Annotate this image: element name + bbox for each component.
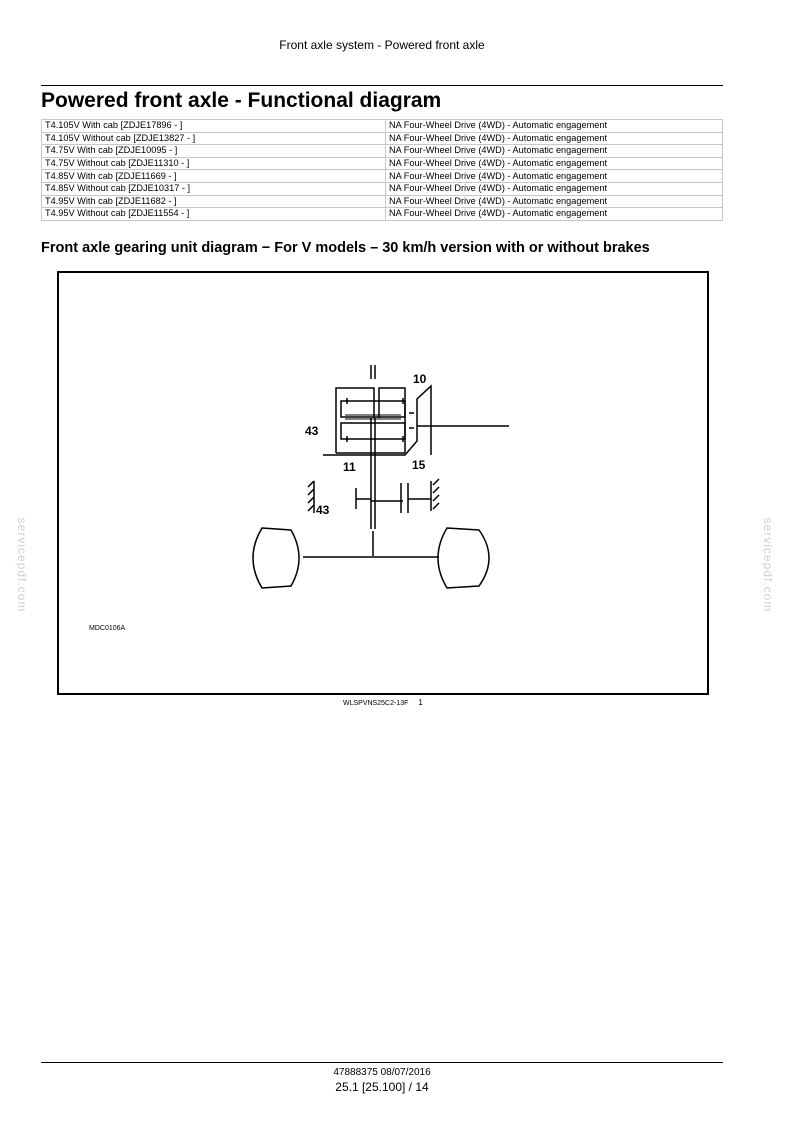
caption-code: WLSPVNS25C2-13F: [343, 700, 409, 707]
model-cell: T4.75V Without cab [ZDJE11310 - ]: [42, 157, 386, 170]
configuration-cell: NA Four-Wheel Drive (4WD) - Automatic engagement: [386, 170, 723, 183]
configuration-cell: NA Four-Wheel Drive (4WD) - Automatic engagement: [386, 208, 723, 221]
configuration-cell: NA Four-Wheel Drive (4WD) - Automatic engagement: [386, 182, 723, 195]
section-title: Front axle gearing unit diagram − For V models – 30 km/h version with or without brakes: [41, 240, 650, 256]
caption-number: 1: [418, 698, 423, 707]
table-row: [42, 208, 723, 221]
watermark-left: servicepdf.com: [15, 517, 29, 613]
top-divider: [41, 85, 723, 86]
bottom-divider: [41, 1062, 723, 1063]
configuration-cell: NA Four-Wheel Drive (4WD) - Automatic engagement: [386, 120, 723, 133]
model-cell: T4.105V Without cab [ZDJE13827 - ]: [42, 132, 386, 145]
footer-page-number: 25.1 [25.100] / 14: [335, 1080, 429, 1094]
configuration-cell: NA Four-Wheel Drive (4WD) - Automatic engagement: [386, 195, 723, 208]
model-cell: T4.95V Without cab [ZDJE11554 - ]: [42, 208, 386, 221]
callout-10: 10: [413, 372, 427, 386]
figure-frame: [57, 271, 709, 695]
clutch-pack: [341, 398, 414, 442]
configuration-cell: NA Four-Wheel Drive (4WD) - Automatic engagement: [386, 132, 723, 145]
model-cell: T4.75V With cab [ZDJE10095 - ]: [42, 145, 386, 158]
watermark-right: servicepdf.com: [761, 517, 775, 613]
drive-shafts: [371, 365, 509, 529]
axle-wheels: [253, 528, 489, 588]
figure-code: MDC0106A: [89, 625, 126, 632]
model-cell: T4.85V Without cab [ZDJE10317 - ]: [42, 182, 386, 195]
callout-43-lower: 43: [316, 503, 330, 517]
figure-caption: [343, 698, 423, 707]
configuration-cell: NA Four-Wheel Drive (4WD) - Automatic engagement: [386, 145, 723, 158]
table-row: [42, 120, 723, 133]
table-row: [42, 157, 723, 170]
callout-15: 15: [412, 458, 426, 472]
gearbox-housing: [323, 386, 431, 455]
model-cell: T4.95V With cab [ZDJE11682 - ]: [42, 195, 386, 208]
table-row: [42, 195, 723, 208]
gearing-diagram: [59, 273, 707, 693]
models-table: [41, 119, 723, 221]
model-cell: T4.105V With cab [ZDJE17896 - ]: [42, 120, 386, 133]
table-row: [42, 182, 723, 195]
table-row: [42, 132, 723, 145]
running-header: Front axle system - Powered front axle: [279, 38, 485, 52]
callout-11: 11: [343, 460, 356, 474]
model-cell: T4.85V With cab [ZDJE11669 - ]: [42, 170, 386, 183]
table-row: [42, 170, 723, 183]
callout-43-upper: 43: [305, 424, 319, 438]
configuration-cell: NA Four-Wheel Drive (4WD) - Automatic engagement: [386, 157, 723, 170]
footer-doc-code: 47888375 08/07/2016: [333, 1067, 431, 1078]
table-row: [42, 145, 723, 158]
page-title: Powered front axle - Functional diagram: [41, 89, 442, 112]
